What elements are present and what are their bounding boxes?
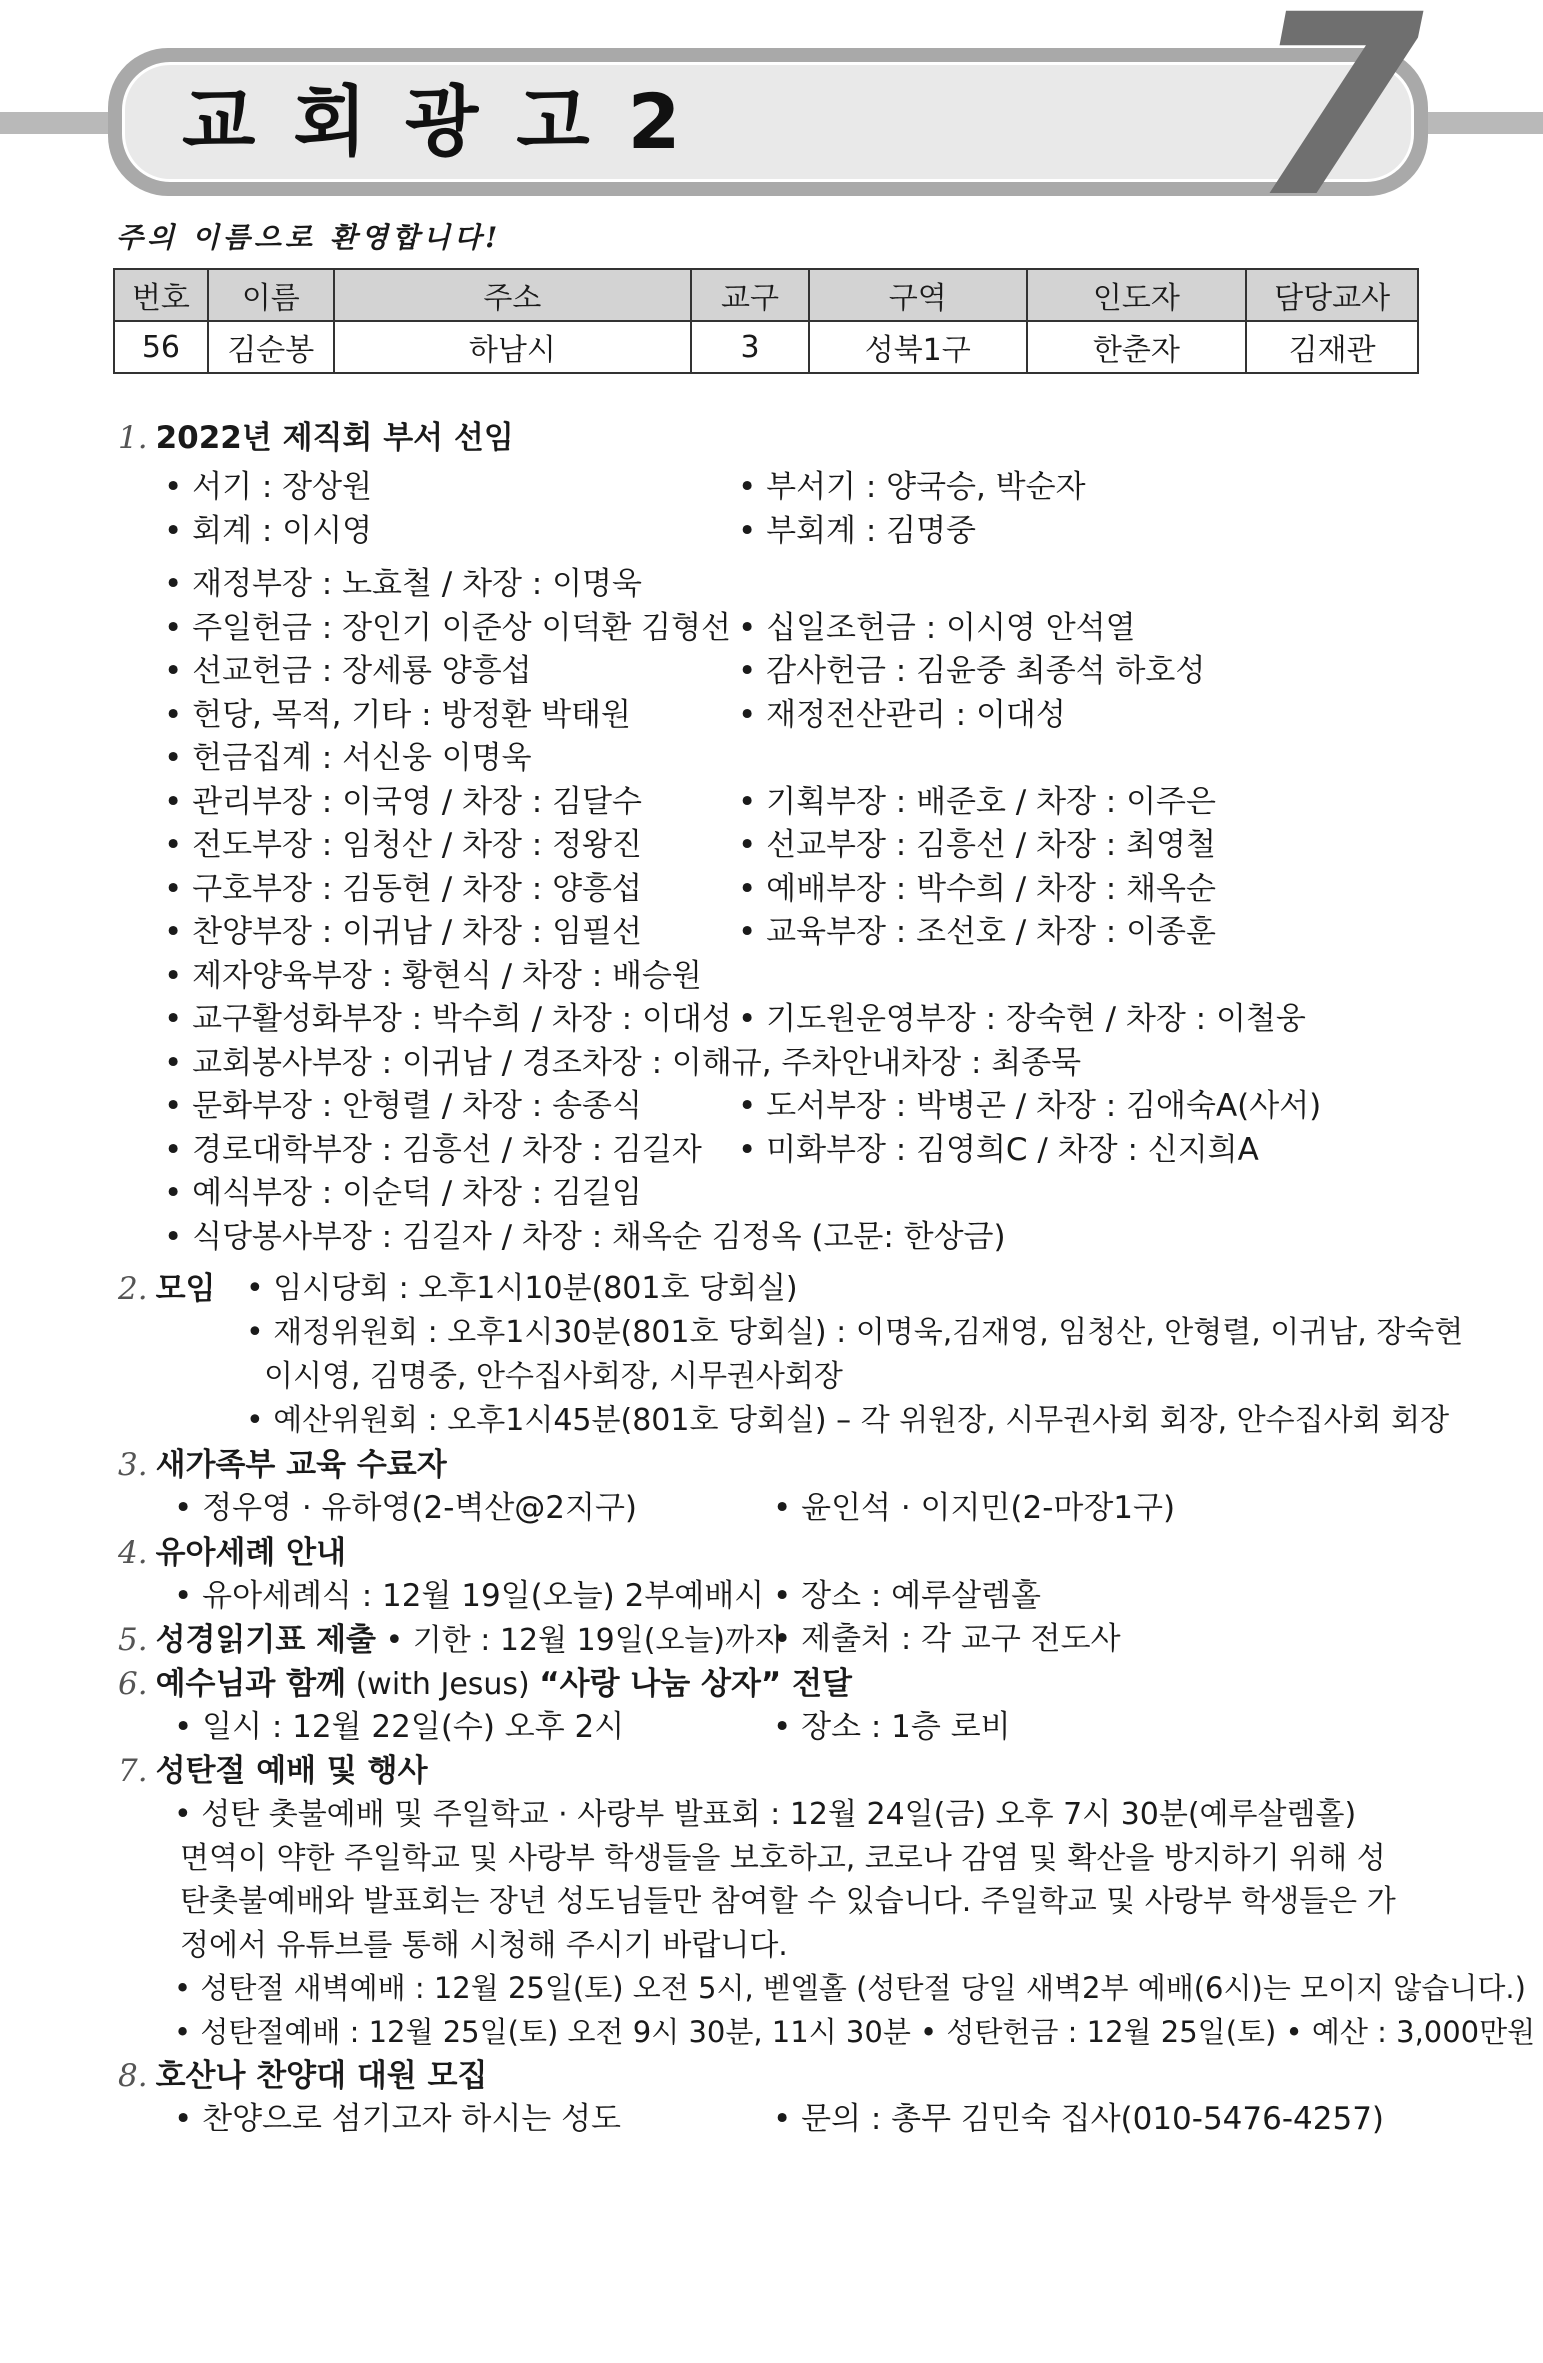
- section-title: 성경읽기표 제출: [155, 1622, 376, 1658]
- table-cell: 김순봉: [208, 321, 334, 373]
- item-right: • 부서기 : 양국승, 박순자: [738, 469, 1086, 505]
- section-title: 새가족부 교육 수료자: [155, 1447, 447, 1483]
- section-heading: [118, 1618, 783, 1662]
- list-item: [118, 1216, 1418, 1260]
- col-header: 구역: [809, 269, 1027, 321]
- section-number: 2.: [118, 1271, 148, 1307]
- item-right: • 장소 : 예루살렘홀: [773, 1577, 1041, 1614]
- section-title: 성탄절 예배 및 행사: [155, 1753, 428, 1789]
- list-item: [118, 1967, 1526, 2011]
- list-item: [118, 955, 1418, 999]
- list-item: [118, 998, 1418, 1042]
- table-cell: 김재관: [1246, 321, 1418, 373]
- col-header: 번호: [114, 269, 208, 321]
- section-title: 모임: [155, 1271, 216, 1307]
- item-text: 이시영, 김명중, 안수집사회장, 시무권사회장: [264, 1359, 843, 1394]
- list-item: [118, 868, 1418, 912]
- table-header-row: [114, 269, 1418, 321]
- item-right: • 재정전산관리 : 이대성: [738, 696, 1066, 733]
- list-item: [118, 1311, 1464, 1355]
- table-cell: 56: [114, 321, 208, 373]
- item-text: • 예산위원회 : 오후1시45분(801호 당회실) – 각 위원장, 시무권사회 회장, 안수집사회 회장: [246, 1403, 1450, 1438]
- item-right: • 윤인석 · 이지민(2-마장1구): [773, 1490, 1176, 1526]
- section-heading: [118, 1662, 1418, 1706]
- col-header: 교구: [691, 269, 809, 321]
- item-left: • 선교헌금 : 장세룡 양흥섭: [164, 653, 532, 689]
- item-left: • 관리부장 : 이국영 / 차장 : 김달수: [164, 783, 642, 820]
- list-item: [118, 737, 1418, 781]
- item-left: • 교구활성화부장 : 박수희 / 차장 : 이대성: [164, 1001, 732, 1037]
- list-item: • 임시당회 : 오후1시10분(801호 당회실): [246, 1271, 798, 1306]
- table-cell: 성북1구: [809, 321, 1027, 373]
- item-right: • 감사헌금 : 김윤중 최종석 하호성: [738, 653, 1206, 689]
- list-item: [118, 607, 1418, 651]
- list-item: [118, 1706, 1418, 1750]
- welcome-text: 주의 이름으로 환영합니다!: [116, 221, 502, 254]
- list-item: [118, 510, 1418, 554]
- list-item: [118, 2098, 1418, 2142]
- item-right: • 장소 : 1층 로비: [773, 1708, 1011, 1745]
- item-left: • 서기 : 장상원: [164, 469, 373, 505]
- section-heading: [118, 416, 1418, 460]
- item-inline: • 기한 : 12월 19일(오늘)까지: [376, 1623, 784, 1658]
- item-right: • 선교부장 : 김흥선 / 차장 : 최영철: [738, 827, 1216, 863]
- page-title: 교회광고2: [182, 77, 719, 166]
- section-heading: [118, 2054, 1418, 2098]
- item-left: • 예식부장 : 이순덕 / 차장 : 김길임: [164, 1175, 642, 1211]
- list-item: [118, 1487, 1418, 1531]
- table-row: [114, 321, 1418, 373]
- table-cell: 하남시: [334, 321, 691, 373]
- section-title: 2022년 제직회 부서 선임: [155, 420, 514, 456]
- newcomer-table: [113, 268, 1419, 374]
- item-left: • 헌당, 목적, 기타 : 방정환 박태원: [164, 696, 631, 733]
- col-header: 주소: [334, 269, 691, 321]
- section-number: 1.: [118, 420, 148, 456]
- list-item: [118, 1172, 1418, 1216]
- item-right: • 예배부장 : 박수희 / 차장 : 채옥순: [738, 870, 1216, 907]
- item-text: • 성탄절예배 : 12월 25일(토) 오전 9시 30분, 11시 30분 • 성탄헌금 : 12월 25일(토) • 예산 : 3,000만원: [174, 2014, 1536, 2049]
- item-right: • 십일조헌금 : 이시영 안석열: [738, 609, 1136, 646]
- section-title: 예수님과 함께: [155, 1665, 347, 1702]
- item-left: • 주일헌금 : 장인기 이준상 이덕환 김형선: [164, 609, 731, 646]
- notice-paragraph: 면역이 약한 주일학교 및 사랑부 학생들을 보호하고, 코로나 감염 및 확산을 방지하기 위해 성탄촛불예배와 발표회는 장년 성도님들만 참여할 수 있습니다. 주일학교 및 사랑부 학생들은 가정에서 유튜브를 통해 시청해 주시기 바랍니다.: [180, 1840, 1396, 1963]
- section-2: [118, 1267, 1418, 1311]
- section-heading: [118, 1749, 1418, 1793]
- list-item: [118, 824, 1418, 868]
- section-number: 7.: [118, 1753, 148, 1789]
- list-item: [118, 781, 1418, 825]
- list-item: [118, 694, 1418, 738]
- page-number: 7: [1250, 0, 1424, 252]
- list-item: [118, 1575, 1418, 1619]
- list-item: [118, 1042, 1418, 1086]
- item-left: • 식당봉사부장 : 김길자 / 차장 : 채옥순 김정옥 (고문: 한상금): [164, 1218, 1006, 1255]
- item-left: • 경로대학부장 : 김흥선 / 차장 : 김길자: [164, 1131, 702, 1168]
- item-right: • 기획부장 : 배준호 / 차장 : 이주은: [738, 783, 1216, 820]
- item-left: • 정우영 · 유하영(2-벽산@2지구): [174, 1490, 637, 1526]
- list-item: [118, 911, 1418, 955]
- list-item: [118, 1793, 1418, 1837]
- item-right: • 도서부장 : 박병곤 / 차장 : 김애숙A(사서): [738, 1088, 1322, 1124]
- section-5: [118, 1618, 1418, 1662]
- announcements: [118, 416, 1536, 2142]
- table-cell: 한춘자: [1027, 321, 1247, 373]
- item-left: • 구호부장 : 김동현 / 차장 : 양흥섭: [164, 870, 642, 907]
- item-left: • 회계 : 이시영: [164, 512, 373, 549]
- col-header: 이름: [208, 269, 334, 321]
- list-item: [118, 1085, 1418, 1129]
- section-number: 4.: [118, 1534, 148, 1571]
- item-left: • 교회봉사부장 : 이귀남 / 경조차장 : 이해규, 주차안내차장 : 최종묵: [164, 1044, 1082, 1081]
- list-item: [118, 563, 1418, 607]
- item-text: • 재정위원회 : 오후1시30분(801호 당회실) : 이명욱,김재영, 임청산, 안형렬, 이귀남, 장숙현: [246, 1315, 1464, 1350]
- list-item: [118, 1355, 1418, 1399]
- section-title-en: (with Jesus): [346, 1666, 540, 1702]
- item-right: • 미화부장 : 김영희C / 차장 : 신지희A: [738, 1131, 1259, 1168]
- item-right: • 문의 : 총무 김민숙 집사(010-5476-4257): [773, 2101, 1385, 2137]
- item-left: • 유아세례식 : 12월 19일(오늘) 2부예배시: [174, 1577, 765, 1614]
- item-left: • 문화부장 : 안형렬 / 차장 : 송종식: [164, 1088, 642, 1124]
- list-item: [118, 1129, 1418, 1173]
- item-left: • 찬양부장 : 이귀남 / 차장 : 임필선: [164, 914, 642, 950]
- item-left: • 재정부장 : 노효철 / 차장 : 이명욱: [164, 566, 642, 602]
- item-left: • 일시 : 12월 22일(수) 오후 2시: [174, 1708, 625, 1745]
- item-text: • 성탄 촛불예배 및 주일학교 · 사랑부 발표회 : 12월 24일(금) 오후 7시 30분(예루살렘홀): [174, 1797, 1357, 1832]
- section-number: 6.: [118, 1665, 148, 1702]
- list-item: [118, 650, 1418, 694]
- section-number: 8.: [118, 2058, 148, 2094]
- item-left: • 전도부장 : 임청산 / 차장 : 정왕진: [164, 827, 642, 863]
- item-left: • 헌금집계 : 서신웅 이명욱: [164, 740, 532, 776]
- item-right: • 기도원운영부장 : 장숙현 / 차장 : 이철웅: [738, 1001, 1306, 1037]
- col-header: 담당교사: [1246, 269, 1418, 321]
- col-header: 인도자: [1027, 269, 1247, 321]
- table-cell: 3: [691, 321, 809, 373]
- list-item: [118, 2011, 1536, 2055]
- item-left: • 찬양으로 섬기고자 하시는 성도: [174, 2101, 621, 2137]
- section-title: 호산나 찬양대 대원 모집: [155, 2058, 488, 2094]
- item-right: • 제출처 : 각 교구 전도사: [773, 1621, 1121, 1657]
- section-number: 3.: [118, 1447, 148, 1483]
- list-item: [118, 1399, 1450, 1443]
- section-title-quote: “사랑 나눔 상자” 전달: [539, 1665, 852, 1702]
- section-heading: [118, 1267, 215, 1311]
- item-right: • 부회계 : 김명중: [738, 512, 976, 549]
- section-heading: [118, 1531, 1418, 1575]
- section-number: 5.: [118, 1622, 148, 1658]
- item-left: • 제자양육부장 : 황현식 / 차장 : 배승원: [164, 957, 702, 994]
- list-item: [118, 466, 1418, 510]
- section-heading: [118, 1443, 1418, 1487]
- section-title: 유아세례 안내: [155, 1534, 347, 1571]
- item-text: • 성탄절 새벽예배 : 12월 25일(토) 오전 5시, 벧엘홀 (성탄절 당일 새벽2부 예배(6시)는 모이지 않습니다.): [174, 1971, 1526, 2005]
- item-right: • 교육부장 : 조선호 / 차장 : 이종훈: [738, 914, 1216, 950]
